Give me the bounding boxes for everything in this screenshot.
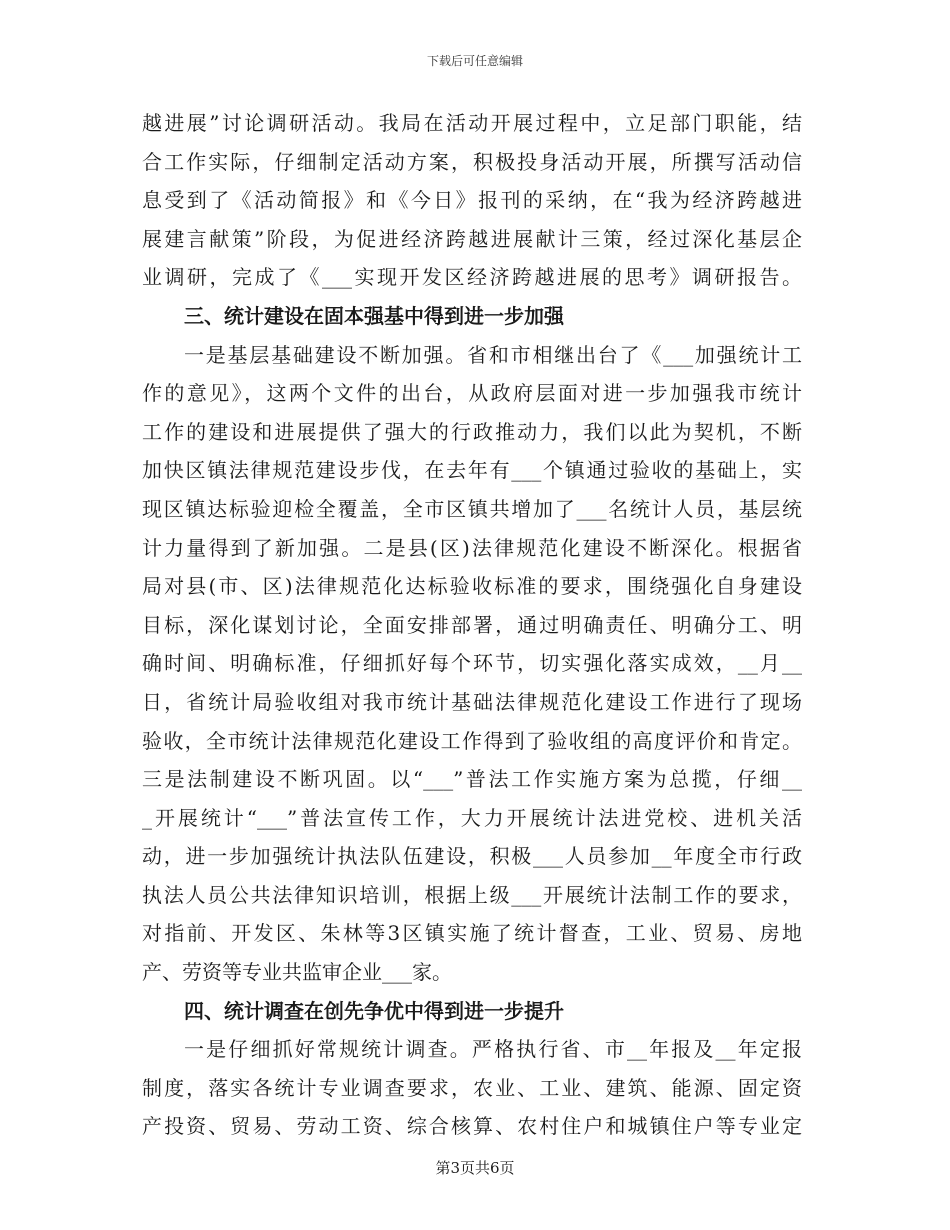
text-line: 验收，全市统计法律规范化建设工作得到了验收组的高度评价和肯定。 bbox=[142, 728, 802, 753]
section-heading: 三、统计建设在固本强基中得到进一步加强 bbox=[184, 303, 564, 328]
text-line: 制度，落实各统计专业调查要求，农业、工业、建筑、能源、固定资 bbox=[142, 1075, 802, 1100]
text-line: 目标，深化谋划讨论，全面安排部署，通过明确责任、明确分工、明 bbox=[142, 612, 802, 637]
text-line: 越进展”讨论调研活动。我局在活动开展过程中，立足部门职能，结 bbox=[142, 111, 802, 135]
page-header: 下载后可任意编辑 bbox=[426, 54, 523, 68]
text-line: 工作的建设和进展提供了强大的行政推动力，我们以此为契机，不断 bbox=[142, 419, 802, 444]
text-line: 作的意见》，这两个文件的出台，从政府层面对进一步加强我市统计 bbox=[142, 381, 802, 406]
text-line: 一是基层基础建设不断加强。省和市相继出台了《___加强统计工 bbox=[184, 342, 802, 367]
text-line: 产投资、贸易、劳动工资、综合核算、农村住户和城镇住户等专业定 bbox=[142, 1114, 802, 1139]
text-line: 产、劳资等专业共监审企业___家。 bbox=[142, 960, 452, 985]
text-line: 合工作实际，仔细制定活动方案，积极投身活动开展，所撰写活动信 bbox=[142, 149, 802, 174]
text-line: 局对县(市、区)法律规范化达标验收标准的要求，围绕强化自身建设 bbox=[142, 574, 802, 599]
text-line: 展建言献策”阶段，为促进经济跨越进展献计三策，经过深化基层企 bbox=[142, 226, 802, 251]
text-line: 日，省统计局验收组对我市统计基础法律规范化建设工作进行了现场 bbox=[142, 689, 802, 714]
text-line: 息受到了《活动简报》和《今日》报刊的采纳，在“我为经济跨越进 bbox=[142, 188, 802, 213]
text-line: 执法人员公共法律知识培训，根据上级___开展统计法制工作的要求， bbox=[142, 882, 802, 907]
document-body bbox=[142, 104, 802, 1146]
text-line: 一是仔细抓好常规统计调查。严格执行省、市__年报及__年定报 bbox=[184, 1037, 802, 1062]
text-line: 加快区镇法律规范建设步伐，在去年有___个镇通过验收的基础上，实 bbox=[142, 458, 802, 483]
section-heading: 四、统计调查在创先争优中得到进一步提升 bbox=[184, 998, 564, 1023]
text-line: 计力量得到了新加强。二是县(区)法律规范化建设不断深化。根据省 bbox=[142, 535, 802, 560]
page-number: 第3页共6页 bbox=[435, 1159, 515, 1177]
text-line: 确时间、明确标准，仔细抓好每个环节，切实强化落实成效，__月__ bbox=[142, 651, 802, 676]
text-line: _开展统计“___”普法宣传工作，大力开展统计法进党校、进机关活 bbox=[142, 805, 802, 830]
text-line: 对指前、开发区、朱林等3区镇实施了统计督查，工业、贸易、房地 bbox=[142, 921, 802, 946]
text-line: 业调研，完成了《___实现开发区经济跨越进展的思考》调研报告。 bbox=[142, 265, 802, 290]
text-line: 动，进一步加强统计执法队伍建设，积极___人员参加__年度全市行政 bbox=[142, 844, 802, 869]
text-line: 现区镇达标验迎检全覆盖，全市区镇共增加了___名统计人员，基层统 bbox=[142, 496, 802, 521]
text-line: 三是法制建设不断巩固。以“___”普法工作实施方案为总揽，仔细__ bbox=[142, 767, 802, 792]
